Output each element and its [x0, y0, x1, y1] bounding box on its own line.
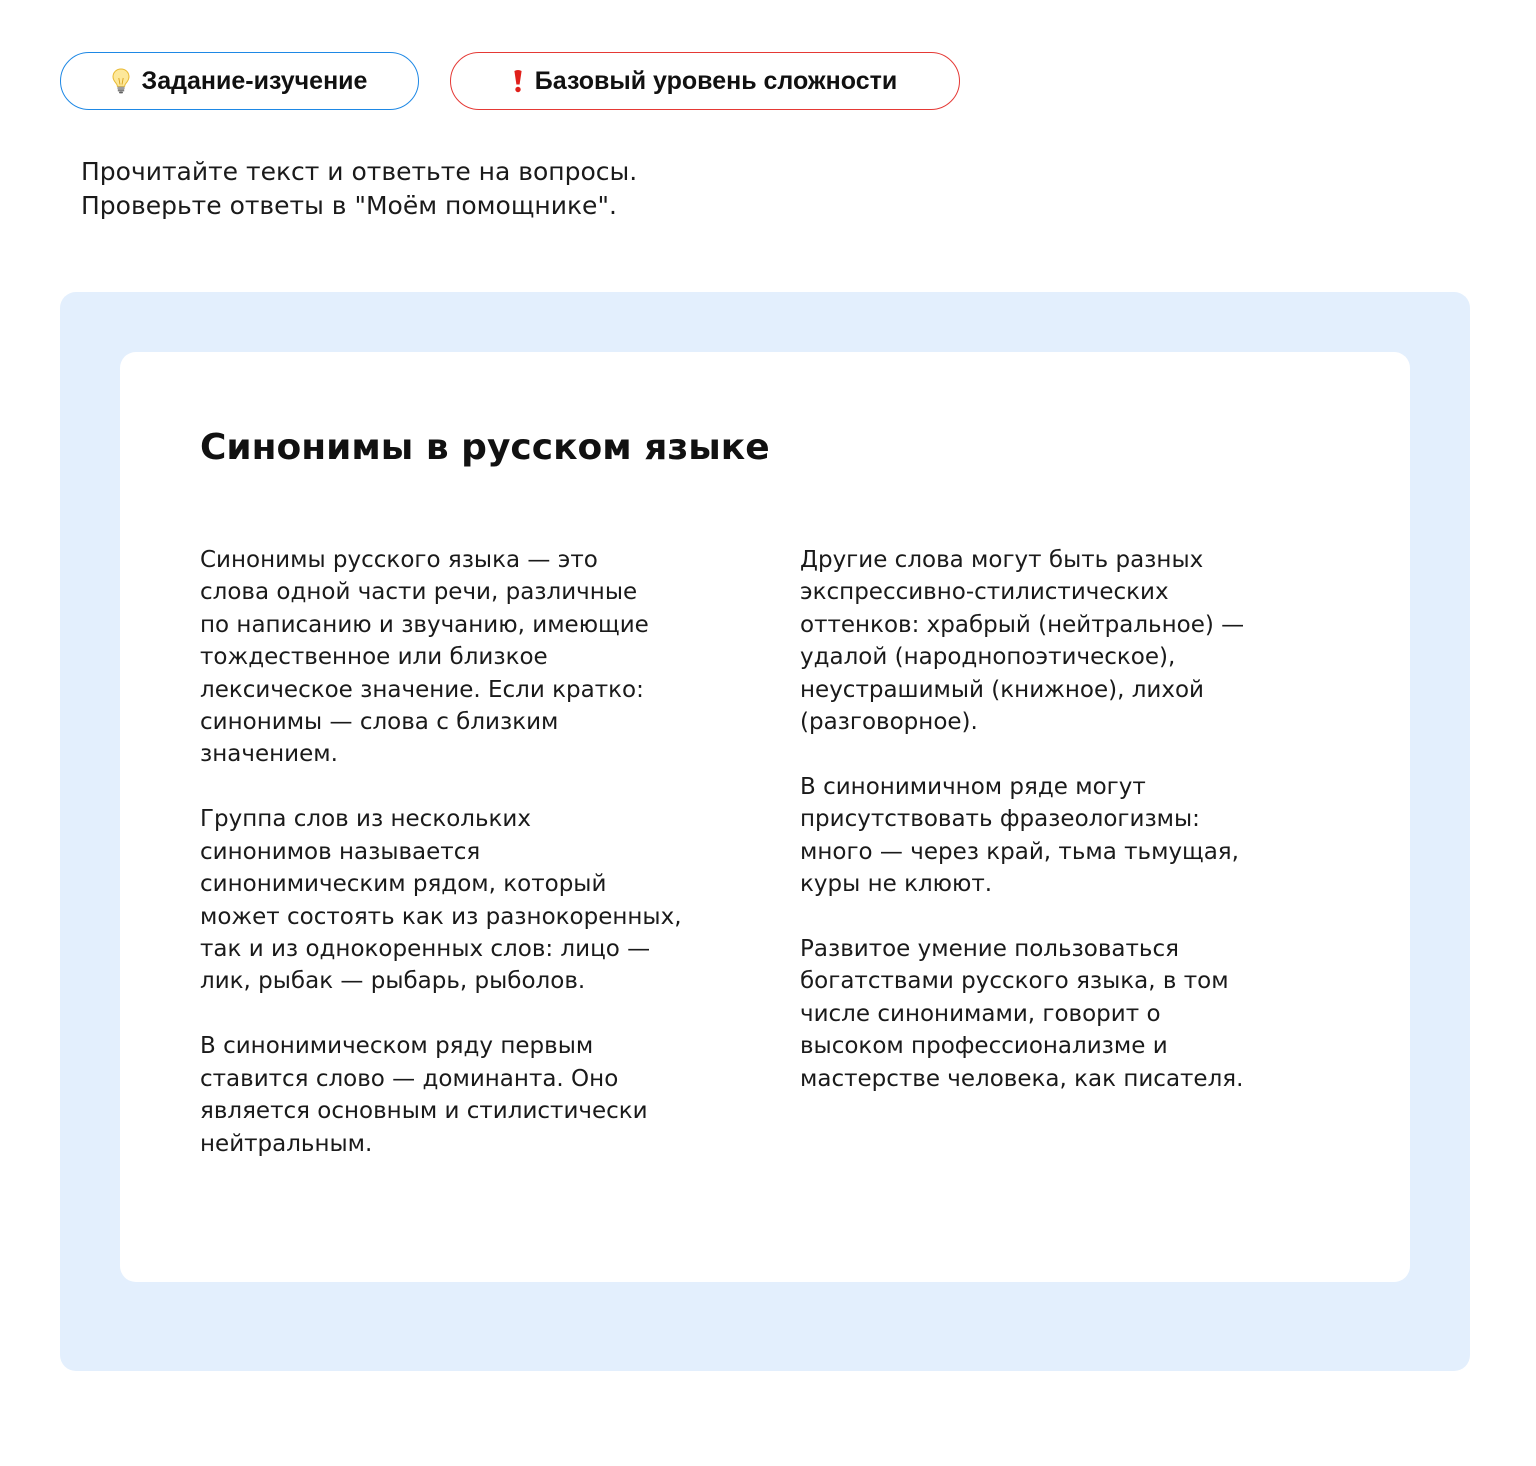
exclamation-icon [513, 69, 523, 93]
instruction-line: Проверьте ответы в "Моём помощнике". [81, 191, 617, 220]
paragraph-line: мастерстве человека, как писателя. [800, 1065, 1244, 1092]
paragraph-line: В синонимичном ряде могут [800, 773, 1146, 800]
paragraph-line: слова одной части речи, различные [200, 579, 638, 606]
paragraph-line: куры не клюют. [800, 871, 993, 898]
paragraph-line: богатствами русского языка, в том [800, 968, 1229, 995]
article-paragraph [800, 933, 1360, 1095]
paragraph-line: присутствовать фразеологизмы: [800, 806, 1200, 833]
paragraph-line: (разговорное). [800, 709, 978, 736]
article-card [120, 352, 1410, 1282]
left-column [200, 544, 760, 1192]
paragraph-line: Синонимы русского языка — это [200, 547, 598, 573]
paragraph-line: так и из однокоренных слов: лицо — [200, 935, 651, 962]
study-task-label: Задание-изучение [141, 66, 368, 95]
lightbulb-icon [112, 68, 130, 94]
paragraph-line: синонимы — слова с близким [200, 709, 559, 736]
study-task-badge [60, 52, 419, 110]
paragraph-line: неустрашимый (книжное), лихой [800, 676, 1205, 703]
article-paragraph [200, 544, 760, 771]
paragraph-line: значением. [200, 741, 338, 768]
article-paragraph [800, 544, 1360, 738]
difficulty-badge [450, 52, 960, 110]
paragraph-line: высоком профессионализме и [800, 1033, 1168, 1060]
article-title: Синонимы в русском языке [200, 427, 770, 468]
paragraph-line: синонимическим рядом, который [200, 871, 607, 898]
article-paragraph [200, 1030, 760, 1160]
paragraph-line: Развитое умение пользоваться [800, 936, 1179, 963]
paragraph-line: может состоять как из разнокоренных, [200, 903, 682, 930]
paragraph-line: экспрессивно-стилистических [800, 579, 1169, 606]
paragraph-line: лексическое значение. Если кратко: [200, 676, 644, 703]
paragraph-line: нейтральным. [200, 1130, 373, 1157]
paragraph-line: Другие слова могут быть разных [800, 547, 1204, 573]
paragraph-line: числе синонимами, говорит о [800, 1000, 1161, 1027]
right-column [800, 544, 1360, 1128]
paragraph-line: по написанию и звучанию, имеющие [200, 611, 649, 638]
article-paragraph [800, 771, 1360, 901]
article-paragraph [200, 803, 760, 997]
instruction-line: Прочитайте текст и ответьте на вопросы. [81, 157, 638, 186]
paragraph-line: много — через край, тьма тьмущая, [800, 838, 1239, 865]
paragraph-line: Группа слов из нескольких [200, 806, 531, 833]
paragraph-line: является основным и стилистически [200, 1098, 648, 1125]
paragraph-line: В синонимическом ряду первым [200, 1033, 594, 1060]
paragraph-line: ставится слово — доминанта. Оно [200, 1065, 619, 1092]
difficulty-label: Базовый уровень сложности [534, 66, 898, 95]
paragraph-line: оттенков: храбрый (нейтральное) — [800, 611, 1245, 638]
paragraph-line: тождественное или близкое [200, 644, 548, 671]
paragraph-line: удалой (народнопоэтическое), [800, 644, 1176, 671]
paragraph-line: синонимов называется [200, 838, 481, 865]
reading-panel [60, 292, 1470, 1371]
paragraph-line: лик, рыбак — рыбарь, рыболов. [200, 968, 586, 995]
instructions-text [81, 155, 637, 223]
